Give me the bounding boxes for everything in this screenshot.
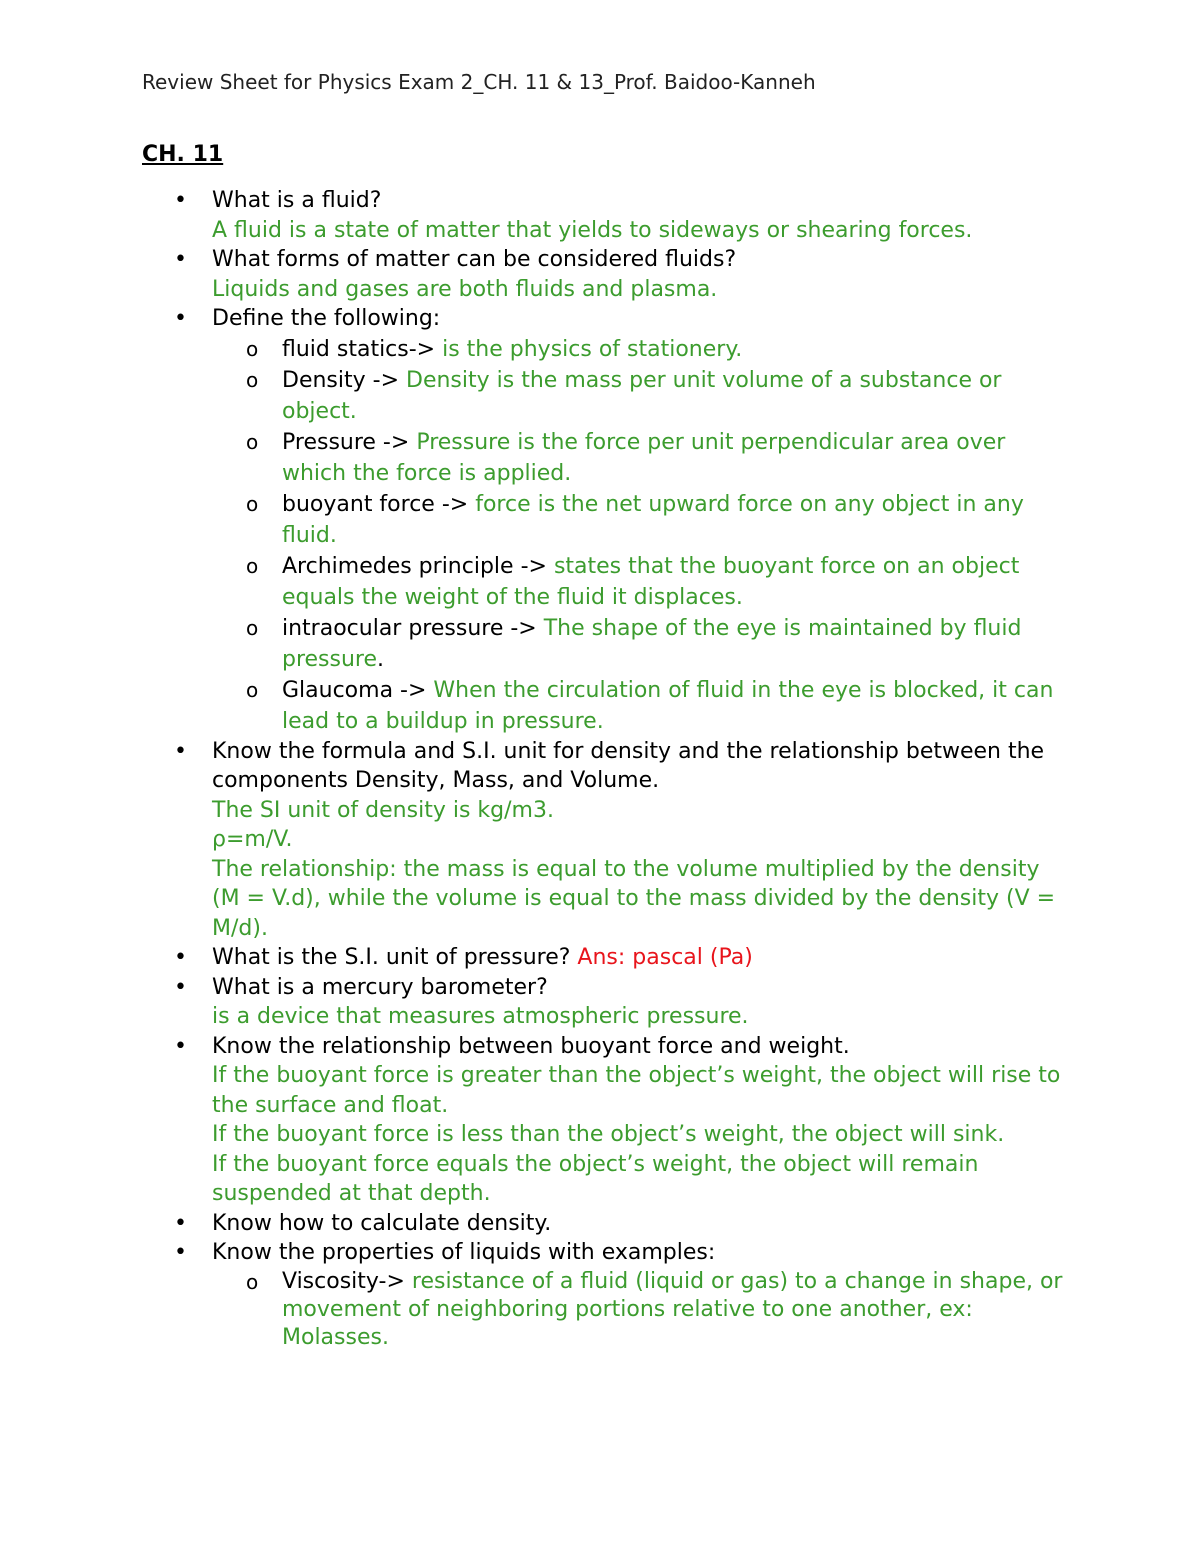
answer-text: The SI unit of density is kg/m3. [212, 797, 554, 823]
list-item [142, 1238, 1072, 1352]
sub-bullet-icon: o [246, 677, 259, 702]
sub-bullet-icon: o [246, 615, 259, 640]
term-text: Density -> [282, 367, 400, 393]
definition-text: resistance of a fluid (liquid or gas) to a change in shape, or movement of neighboring portions relative to one another, ex: Molasses. [282, 1268, 1063, 1350]
question-text: What is the S.I. unit of pressure? [212, 945, 571, 970]
list-item [142, 737, 1072, 944]
answer-text: The relationship: the mass is equal to the volume multiplied by the density (M = V.d), while the volume is equal to the mass divided by the density (V = M/d). [212, 856, 1056, 941]
definition-list [212, 1268, 1072, 1352]
bullet-icon: • [174, 974, 187, 1000]
question-text: What is a fluid? [212, 188, 382, 213]
list-item [142, 245, 1072, 304]
bullet-icon: • [174, 1033, 187, 1059]
question-text: Know the formula and S.I. unit for density and the relationship between the components Density, Mass, and Volume. [212, 738, 1045, 793]
definition-item [212, 365, 1072, 427]
definition-text: Pressure is the force per unit perpendicular area over which the force is applied. [282, 429, 1006, 486]
answer-text: If the buoyant force is greater than the object’s weight, the object will rise to the surface and float. [212, 1063, 1061, 1118]
answer-text: Ans: pascal (Pa) [577, 945, 753, 970]
term-text: intraocular pressure -> [282, 615, 537, 641]
question-list [142, 186, 1072, 1352]
definition-tail: . [377, 646, 385, 672]
definition-item [212, 675, 1072, 737]
question-text: Know the properties of liquids with examples: [212, 1240, 716, 1265]
definition-item [212, 1268, 1072, 1352]
term-text: Viscosity-> [282, 1268, 405, 1294]
question-text: Know how to calculate density. [212, 1210, 552, 1236]
page-header: Review Sheet for Physics Exam 2_CH. 11 & 13_Prof. Baidoo-Kanneh [142, 70, 816, 94]
list-item [142, 186, 1072, 245]
sub-bullet-icon: o [246, 336, 259, 361]
definition-text: is the physics of stationery. [442, 336, 743, 362]
bullet-icon: • [174, 1240, 187, 1265]
sub-bullet-icon: o [246, 491, 259, 516]
definition-text: force is the net upward force on any object in any fluid. [282, 491, 1024, 548]
definition-item [212, 334, 1072, 365]
bullet-icon: • [174, 738, 187, 764]
list-item [142, 1032, 1072, 1209]
term-text: Archimedes principle -> [282, 553, 547, 579]
question-text: Define the following: [212, 306, 441, 331]
definition-item [212, 489, 1072, 551]
bullet-icon: • [174, 188, 187, 213]
question-text: Know the relationship between buoyant force and weight. [212, 1033, 850, 1059]
term-text: Pressure -> [282, 429, 410, 455]
bullet-icon: • [174, 945, 187, 970]
definition-list [212, 334, 1072, 737]
bullet-icon: • [174, 1210, 187, 1236]
chapter-heading: CH. 11 [142, 142, 224, 167]
definition-text: When the circulation of fluid in the eye is blocked, it can lead to a buildup in pressure. [282, 677, 1054, 734]
definition-item [212, 427, 1072, 489]
term-text: Glaucoma -> [282, 677, 427, 703]
list-item [142, 943, 1072, 973]
question-text: What is a mercury barometer? [212, 974, 548, 1000]
bullet-icon: • [174, 247, 187, 272]
definition-text: The shape of the eye is maintained by fluid pressure [282, 615, 1022, 672]
answer-text: ρ=m/V. [212, 827, 293, 852]
bullet-icon: • [174, 306, 187, 331]
question-text: What forms of matter can be considered fluids? [212, 247, 737, 272]
list-item [142, 1209, 1072, 1239]
term-text: fluid statics-> [282, 336, 436, 362]
definition-item [212, 613, 1072, 675]
list-item [142, 973, 1072, 1032]
definition-item [212, 551, 1072, 613]
sub-bullet-icon: o [246, 1269, 259, 1294]
term-text: buoyant force -> [282, 491, 469, 517]
answer-text: is a device that measures atmospheric pressure. [212, 1004, 749, 1029]
sub-bullet-icon: o [246, 429, 259, 454]
list-item [142, 304, 1072, 737]
answer-text: Liquids and gases are both fluids and plasma. [212, 276, 718, 302]
sub-bullet-icon: o [246, 553, 259, 578]
definition-text: states that the buoyant force on an object equals the weight of the fluid it displaces. [282, 553, 1020, 610]
answer-text: If the buoyant force is less than the object’s weight, the object will sink. [212, 1122, 1005, 1147]
answer-text: If the buoyant force equals the object’s weight, the object will remain suspended at that depth. [212, 1151, 979, 1206]
definition-text: Density is the mass per unit volume of a substance or object. [282, 367, 1002, 424]
answer-text: A fluid is a state of matter that yields to sideways or shearing forces. [212, 217, 973, 243]
sub-bullet-icon: o [246, 367, 259, 392]
